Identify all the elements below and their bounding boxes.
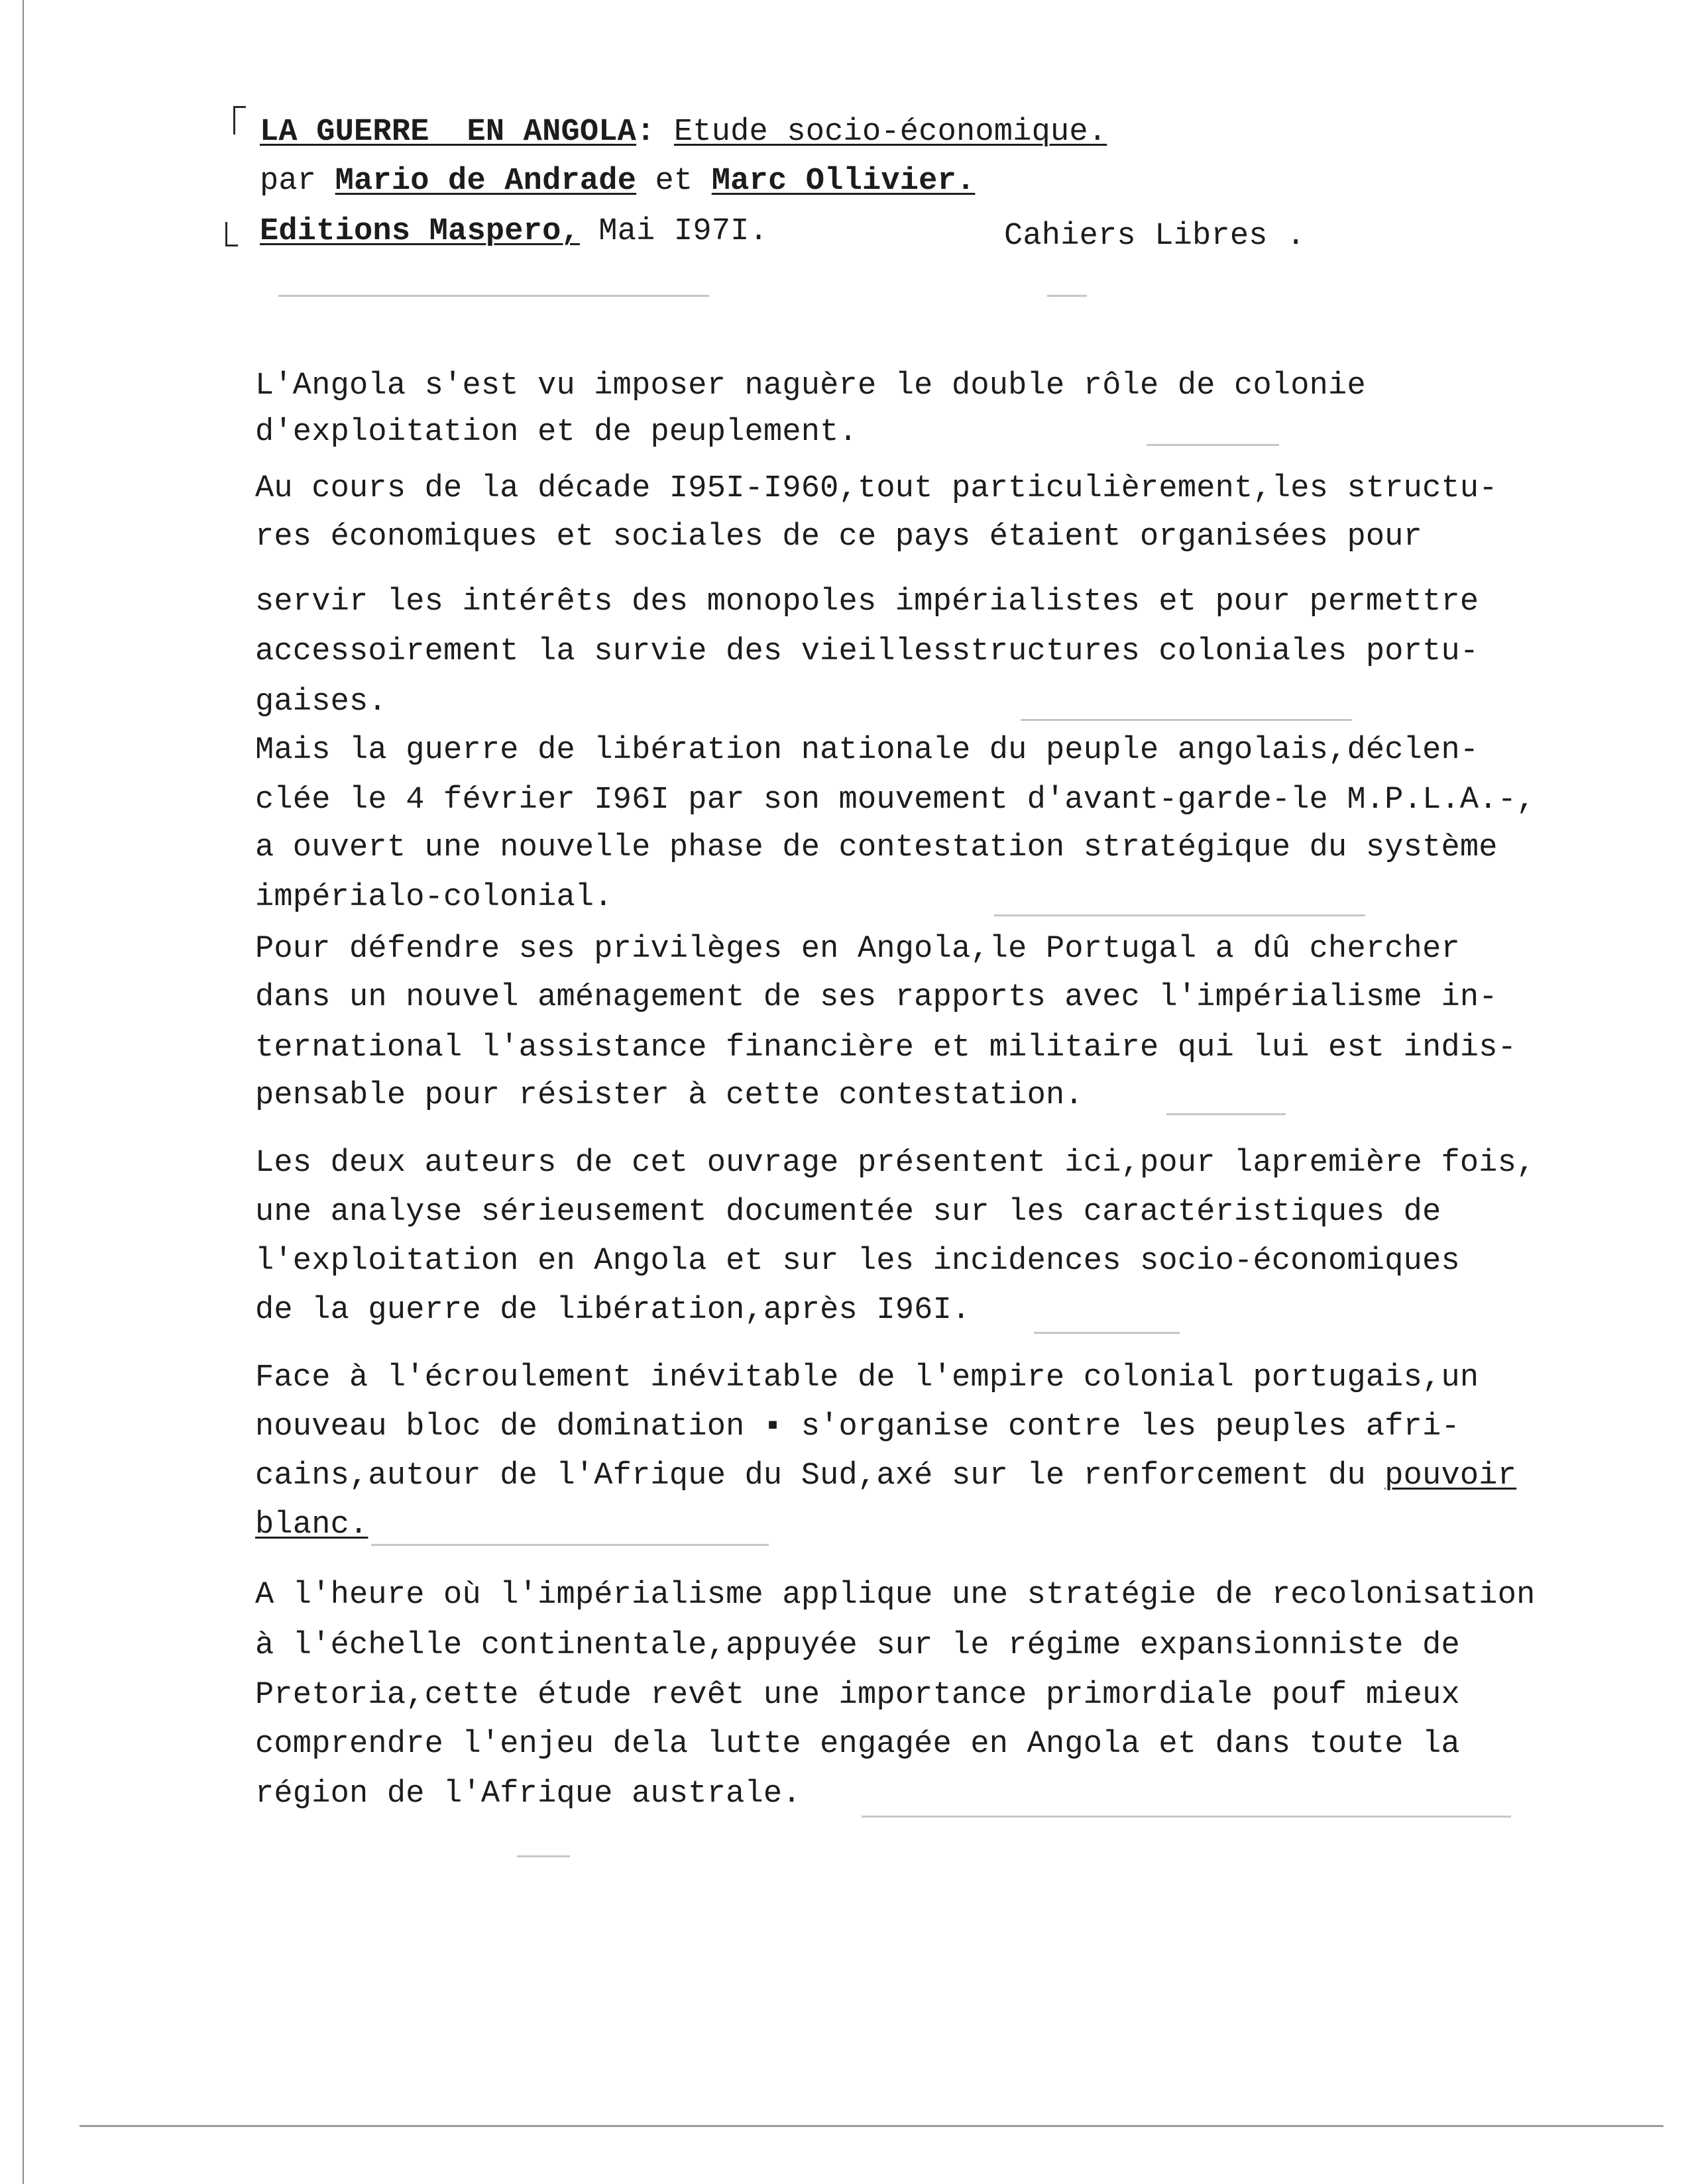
header-line-title bbox=[260, 113, 1107, 152]
author-name: Marc Ollivier. bbox=[711, 164, 976, 199]
bottom-rule bbox=[80, 2125, 1663, 2127]
scan-speck bbox=[278, 295, 709, 297]
scan-speck bbox=[1034, 1332, 1180, 1334]
scan-speck bbox=[517, 1855, 570, 1857]
body-line: clée le 4 février I96I par son mouvement d'avant-garde-le M.P.L.A.-, bbox=[255, 783, 1536, 818]
body-line: comprendre l'enjeu dela lutte engagée en Angola et dans toute la bbox=[255, 1727, 1460, 1762]
body-line: dans un nouvel aménagement de ses rapports avec l'impérialisme in- bbox=[255, 980, 1498, 1015]
title-separator: : bbox=[636, 115, 674, 150]
underlined-phrase: pouvoir bbox=[1384, 1458, 1517, 1494]
body-line: d'exploitation et de peuplement. bbox=[255, 415, 858, 450]
collection-name: Cahiers Libres . bbox=[1004, 219, 1306, 254]
left-margin-line bbox=[23, 0, 24, 2184]
body-line: de la guerre de libération,après I96I. bbox=[255, 1293, 971, 1328]
header-line-publisher bbox=[260, 212, 768, 252]
scan-speck bbox=[1147, 444, 1279, 446]
scan-speck bbox=[371, 1544, 769, 1546]
body-line: Face à l'écroulement inévitable de l'empire colonial portugais,un bbox=[255, 1360, 1479, 1395]
body-line: région de l'Afrique australe. bbox=[255, 1776, 801, 1812]
body-line: Pretoria,cette étude revêt une importance primordiale pouf mieux bbox=[255, 1678, 1460, 1713]
publisher: Editions Maspero, bbox=[260, 214, 580, 249]
header-bracket-mark bbox=[225, 222, 238, 246]
scan-speck bbox=[1021, 719, 1352, 721]
scan-speck bbox=[994, 914, 1365, 916]
body-line: gaises. bbox=[255, 684, 387, 720]
body-line: res économiques et sociales de ce pays étaient organisées pour bbox=[255, 519, 1423, 555]
scan-speck bbox=[1047, 295, 1087, 297]
body-line: accessoirement la survie des vieillesstructures coloniales portu- bbox=[255, 634, 1479, 669]
body-line-underlined: blanc. bbox=[255, 1507, 368, 1543]
body-line: pensable pour résister à cette contestation. bbox=[255, 1078, 1084, 1113]
body-line: ternational l'assistance financière et militaire qui lui est indis- bbox=[255, 1030, 1517, 1065]
publication-date: Mai I97I. bbox=[579, 214, 768, 249]
body-line: a ouvert une nouvelle phase de contestation stratégique du système bbox=[255, 830, 1498, 865]
body-line: Au cours de la décade I95I-I960,tout particulièrement,les structu- bbox=[255, 471, 1498, 506]
by-word: par bbox=[260, 164, 335, 199]
body-line: Les deux auteurs de cet ouvrage présentent ici,pour lapremière fois, bbox=[255, 1146, 1536, 1181]
body-line: Mais la guerre de libération nationale du peuple angolais,déclen- bbox=[255, 733, 1479, 768]
body-line: l'exploitation en Angola et sur les incidences socio-économiques bbox=[255, 1244, 1460, 1279]
header-bracket-mark bbox=[233, 106, 246, 135]
body-line: à l'échelle continentale,appuyée sur le régime expansionniste de bbox=[255, 1628, 1460, 1663]
body-line: cains,autour de l'Afrique du Sud,axé sur le renforcement du pouvoir bbox=[255, 1458, 1517, 1494]
book-subtitle: Etude socio-économique. bbox=[673, 115, 1107, 150]
author-name: Mario de Andrade bbox=[335, 164, 637, 199]
body-line: nouveau bloc de domination ▪ s'organise contre les peuples afri- bbox=[255, 1409, 1460, 1445]
book-title: LA GUERRE EN ANGOLA bbox=[260, 115, 637, 150]
body-line: impérialo-colonial. bbox=[255, 880, 613, 915]
and-word: et bbox=[636, 164, 712, 199]
body-line: servir les intérêts des monopoles impérialistes et pour permettre bbox=[255, 584, 1479, 620]
body-line: A l'heure où l'impérialisme applique une stratégie de recolonisation bbox=[255, 1578, 1536, 1613]
body-line: Pour défendre ses privilèges en Angola,le Portugal a dû chercher bbox=[255, 932, 1460, 967]
scan-speck bbox=[862, 1816, 1511, 1818]
header-line-authors bbox=[260, 162, 975, 201]
scan-speck bbox=[1166, 1113, 1286, 1115]
body-line: L'Angola s'est vu imposer naguère le double rôle de colonie bbox=[255, 368, 1366, 404]
body-line: une analyse sérieusement documentée sur les caractéristiques de bbox=[255, 1195, 1441, 1230]
